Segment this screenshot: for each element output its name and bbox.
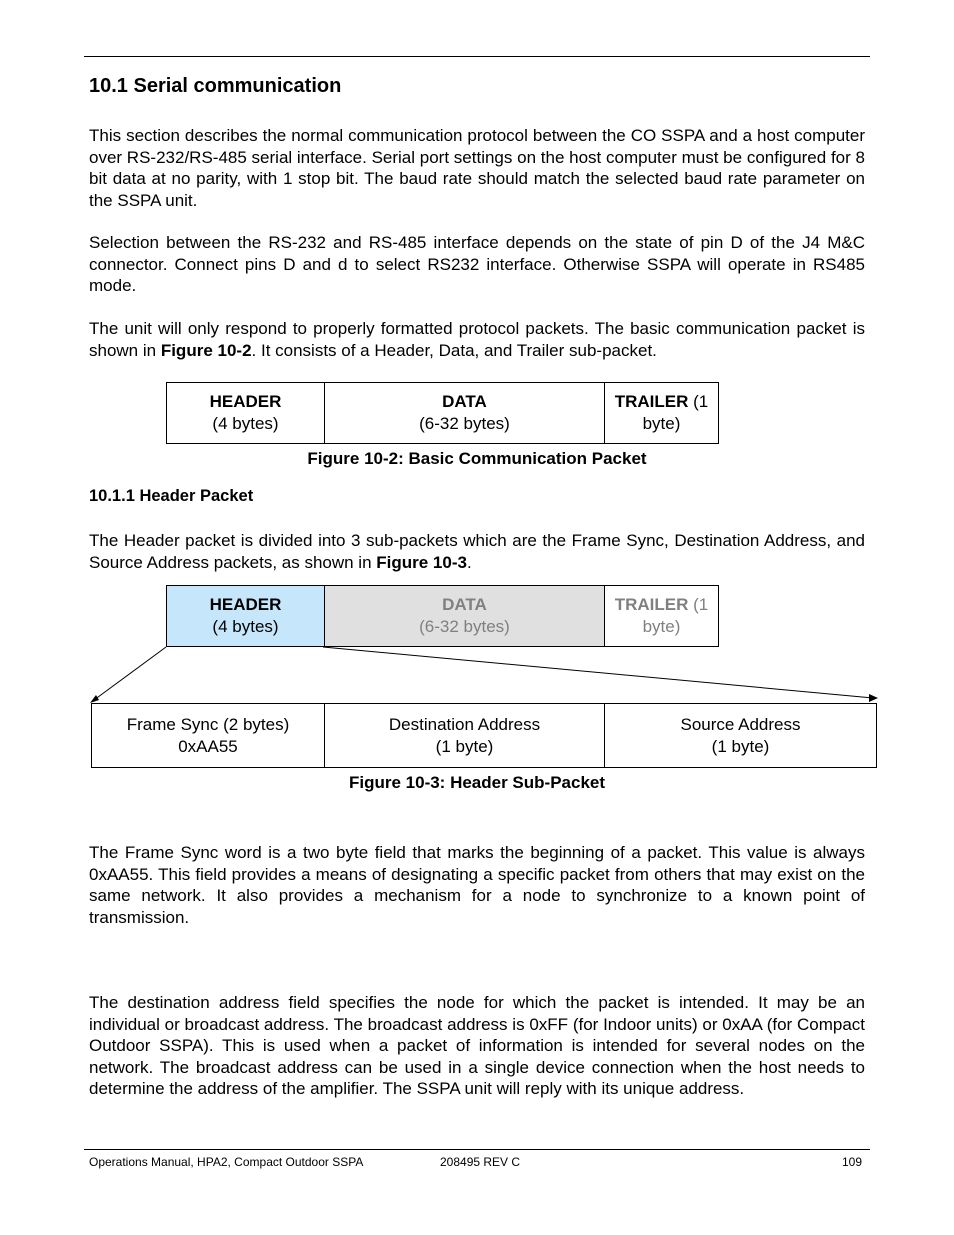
left-arrow-head (90, 695, 99, 703)
figure-caption: Figure 10-2: Basic Communication Packet (307, 449, 647, 468)
trailer-cell-dimmed: TRAILER (1 byte) (605, 586, 719, 647)
paragraph-interface-selection: Selection between the RS-232 and RS-485 interface depends on the state of pin D of the J4 M&C connector. Connect pins D and d to select RS232 interface. Otherwise SSPA will operate in RS485 mode. (89, 233, 865, 295)
paragraph-frame-sync: The Frame Sync word is a two byte field that marks the beginning of a packet. This value is always 0xAA55. This field provides a means of designating a specific packet from others that may exist on the same network. It also provides a mechanism for a node to synchronize to a known point of transmission. (89, 843, 865, 927)
subsection-heading: 10.1.1 Header Packet (89, 487, 254, 505)
source-address-cell: Source Address (1 byte) (605, 704, 877, 768)
figure-header-subpackets (91, 703, 877, 768)
right-arrow-line (323, 647, 873, 698)
left-arrow-line (94, 647, 166, 700)
trailer-cell: TRAILER (1 byte) (605, 383, 719, 444)
right-arrow-head (869, 694, 878, 702)
figure-reference: Figure 10-3 (376, 552, 467, 572)
paragraph-header-packet: The Header packet is divided into 3 sub-packets which are the Frame Sync, Destination Address, and Source Address packets, as shown in Figure 10-3. (89, 531, 865, 572)
figure-caption: Figure 10-3: Header Sub-Packet (348, 773, 606, 792)
figure-reference: Figure 10-2 (160, 340, 252, 360)
section-heading: 10.1 Serial communication (89, 75, 342, 97)
header-cell: HEADER (4 bytes) (167, 383, 325, 444)
bottom-rule (84, 1149, 870, 1150)
paragraph-basic-packet: The unit will only respond to properly formatted protocol packets. The basic communication packet is shown in Figure 10-2. It consists of a Header, Data, and Trailer sub-packet. (89, 319, 865, 360)
footer-title: Operations Manual, HPA2, Compact Outdoor SSPA (89, 1155, 364, 1169)
destination-address-cell: Destination Address (1 byte) (325, 704, 605, 768)
data-cell: DATA (6-32 bytes) (325, 383, 605, 444)
paragraph-serial-settings: This section describes the normal communication protocol between the CO SSPA and a host computer over RS-232/RS-485 serial interface. Serial port settings on the host computer must be configured for 8 bit data at no parity, with 1 stop bit. The baud rate should match the selected baud rate parameter on the SSPA unit. (89, 126, 865, 210)
footer-doc-number: 208495 REV C (440, 1155, 521, 1169)
frame-sync-cell: Frame Sync (2 bytes) 0xAA55 (92, 704, 325, 768)
header-cell-highlighted: HEADER (4 bytes) (167, 586, 325, 647)
data-cell-dimmed: DATA (6-32 bytes) (325, 586, 605, 647)
footer-page-number: 109 (842, 1155, 863, 1169)
paragraph-destination-address: The destination address field specifies the node for which the packet is intended. It may be an individual or broadcast address. The broadcast address is 0xFF (for Indoor units) or 0xAA (for Compact Outdoor SSPA). This is used when a packet of information is intended for several nodes on the network. The broadcast address can be used in a single device connection when the host needs to determine the address of the amplifier. The SSPA unit will reply with its unique address. (89, 993, 865, 1098)
